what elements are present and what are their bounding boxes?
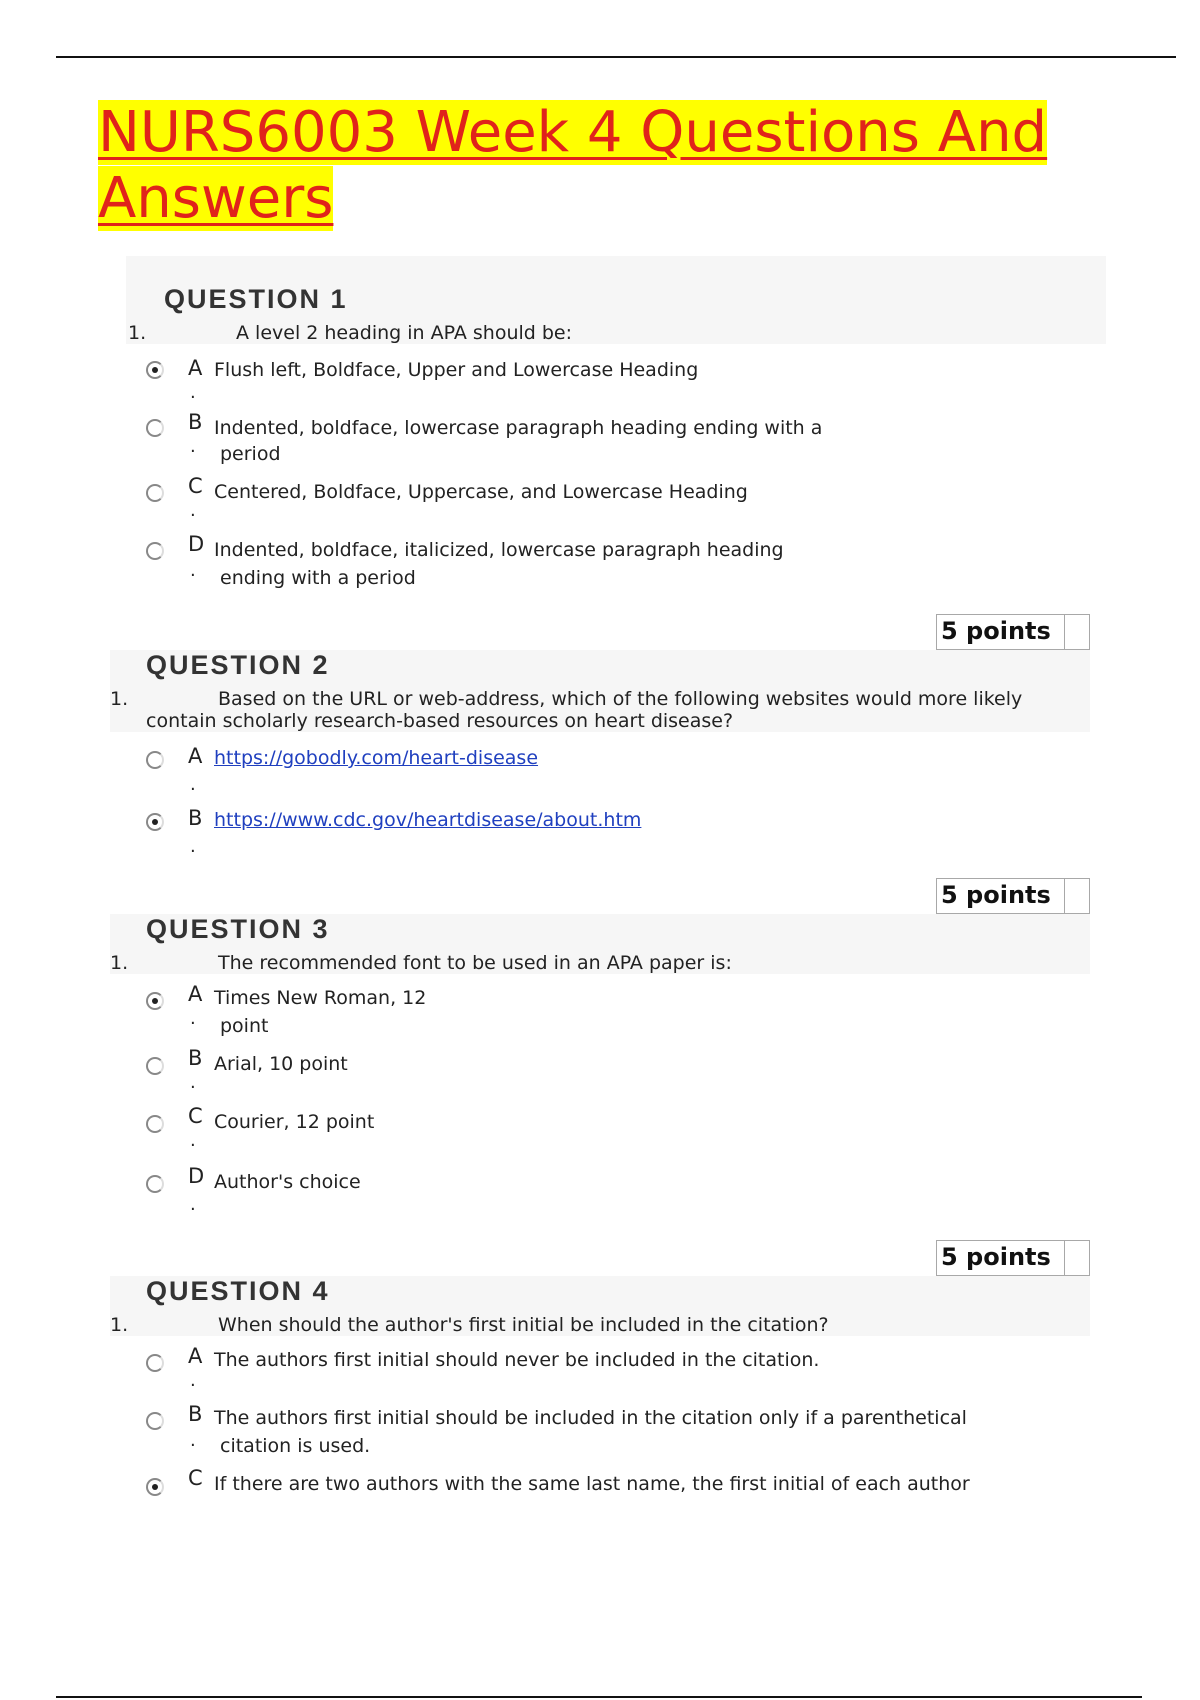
option-letter: C [188, 474, 203, 498]
question-2-text-line-2: contain scholarly research-based resources on heart disease? [146, 710, 734, 732]
points-input-box[interactable] [1064, 1241, 1089, 1275]
option-dot: . [190, 1370, 196, 1391]
points-label: 5 points [941, 1243, 1051, 1271]
question-2-title: QUESTION 2 [146, 650, 330, 680]
title-line-1: NURS6003 Week 4 Questions And [98, 100, 1048, 165]
question-1-title: QUESTION 1 [164, 284, 348, 314]
option-text-line-2: point [220, 1015, 269, 1037]
radio-icon[interactable] [146, 1175, 164, 1193]
option-dot: . [190, 436, 196, 457]
title-line-2: Answers [98, 166, 334, 231]
option-letter: D [188, 532, 205, 556]
question-2-number: 1. [110, 688, 129, 710]
question-3-number: 1. [110, 952, 129, 974]
option-dot: . [190, 1072, 196, 1093]
option-text: Arial, 10 point [214, 1053, 348, 1075]
radio-icon[interactable] [146, 751, 164, 769]
question-4-number: 1. [110, 1314, 129, 1336]
radio-icon[interactable] [146, 1115, 164, 1133]
radio-icon[interactable] [146, 1057, 164, 1075]
question-2-text-line-1: Based on the URL or web-address, which of the following websites would more likely [218, 688, 1023, 710]
question-2-points [936, 614, 1090, 650]
option-dot: . [190, 560, 196, 581]
option-dot: . [190, 1008, 196, 1029]
option-dot: . [190, 774, 196, 795]
option-text: Courier, 12 point [214, 1111, 375, 1133]
option-text: The authors first initial should never be included in the citation. [214, 1349, 820, 1371]
option-text: If there are two authors with the same last name, the first initial of each author [214, 1473, 970, 1495]
option-text-line-1: The authors first initial should be included in the citation only if a parenthetical [214, 1407, 967, 1429]
option-letter: A [188, 982, 203, 1006]
option-text: Flush left, Boldface, Upper and Lowercase Heading [214, 359, 699, 381]
option-dot: . [190, 1430, 196, 1451]
link-gobodly[interactable]: https://gobodly.com/heart-disease [214, 747, 539, 769]
option-text-line-2: ending with a period [220, 567, 416, 589]
points-input-box[interactable] [1064, 615, 1089, 649]
option-letter: B [188, 1046, 203, 1070]
option-text: Centered, Boldface, Uppercase, and Lowercase Heading [214, 481, 748, 503]
radio-selected-icon[interactable] [146, 361, 164, 379]
option-letter: B [188, 1402, 203, 1426]
option-letter: C [188, 1104, 203, 1128]
points-label: 5 points [941, 617, 1051, 645]
option-text-line-1: Times New Roman, 12 [214, 987, 427, 1009]
bottom-rule [56, 1696, 1142, 1698]
option-letter: A [188, 356, 203, 380]
option-letter: A [188, 744, 203, 768]
radio-icon[interactable] [146, 419, 164, 437]
question-1-text: A level 2 heading in APA should be: [236, 322, 573, 344]
points-label: 5 points [941, 881, 1051, 909]
option-dot: . [190, 1130, 196, 1151]
radio-selected-icon[interactable] [146, 992, 164, 1010]
link-cdc[interactable]: https://www.cdc.gov/heartdisease/about.htm [214, 809, 642, 831]
option-dot: . [190, 382, 196, 403]
option-letter: A [188, 1344, 203, 1368]
option-text-line-2: period [220, 443, 281, 465]
option-link[interactable] [214, 806, 641, 834]
option-dot: . [190, 836, 196, 857]
option-dot: . [190, 500, 196, 521]
option-letter: B [188, 806, 203, 830]
radio-selected-icon[interactable] [146, 1478, 164, 1496]
question-3-text: The recommended font to be used in an APA paper is: [218, 952, 732, 974]
radio-icon[interactable] [146, 1354, 164, 1372]
document-title [98, 100, 1098, 232]
points-input-box[interactable] [1064, 879, 1089, 913]
option-text-line-1: Indented, boldface, lowercase paragraph heading ending with a [214, 417, 823, 439]
option-letter: D [188, 1164, 205, 1188]
option-text: Author's choice [214, 1171, 361, 1193]
radio-selected-icon[interactable] [146, 813, 164, 831]
radio-icon[interactable] [146, 542, 164, 560]
radio-icon[interactable] [146, 484, 164, 502]
question-1-number: 1. [128, 322, 147, 344]
question-4-text: When should the author's first initial be included in the citation? [218, 1314, 829, 1336]
option-text-line-2: citation is used. [220, 1435, 371, 1457]
top-rule [56, 56, 1176, 58]
option-text-line-1: Indented, boldface, italicized, lowercase paragraph heading [214, 539, 784, 561]
option-link[interactable] [214, 744, 538, 772]
option-letter: B [188, 410, 203, 434]
question-3-points [936, 878, 1090, 914]
radio-icon[interactable] [146, 1412, 164, 1430]
question-4-points [936, 1240, 1090, 1276]
question-4-title: QUESTION 4 [146, 1276, 330, 1306]
question-3-title: QUESTION 3 [146, 914, 330, 944]
option-letter: C [188, 1466, 203, 1490]
option-dot: . [190, 1194, 196, 1215]
